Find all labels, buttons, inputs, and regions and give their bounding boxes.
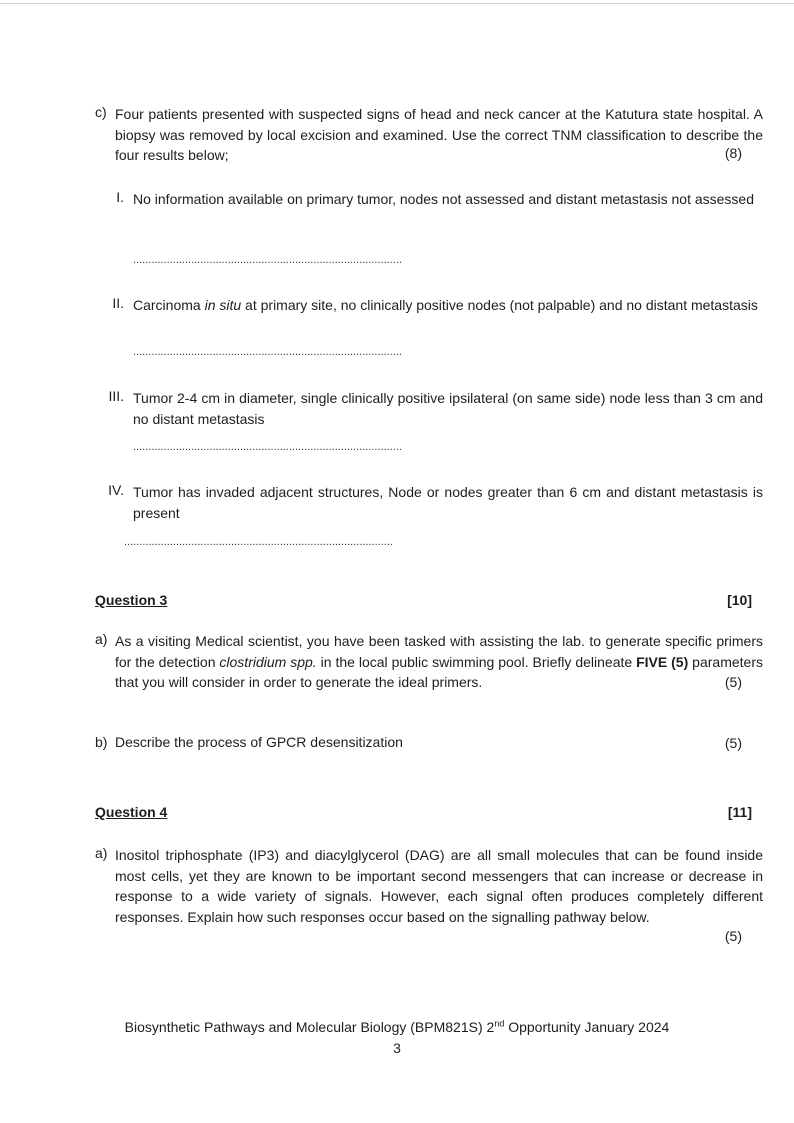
item-iv-numeral: IV. — [108, 482, 124, 498]
question-4a-marks: (5) — [724, 928, 742, 944]
question-c-body: Four patients presented with suspected signs of head and neck cancer at the Katutura state hospital. A biopsy was removed by local excision and examined. Use the correct TNM classification to describe the four results below; — [115, 106, 763, 163]
item-iii-text: Tumor 2-4 cm in diameter, single clinically positive ipsilateral (on same side) node less than 3 cm and no distant metastasis — [133, 390, 763, 427]
question-c-label: c) — [95, 104, 107, 120]
page-number: 3 — [393, 1040, 401, 1056]
question-3a-marks: (5) — [724, 674, 742, 690]
question-3a-text-italic: clostridium spp. — [219, 653, 317, 670]
question-c-marks: (8) — [724, 145, 742, 161]
item-iii-numeral: III. — [108, 388, 124, 404]
question-c-text — [115, 104, 763, 166]
item-ii-text-end: at primary site, no clinically positive nodes (not palpable) and no distant metastasis — [241, 297, 758, 313]
question-3a-text-bold: FIVE (5) — [636, 653, 689, 670]
question-4a-text: Inositol triphosphate (IP3) and diacylglycerol (DAG) are all small molecules that can be found inside most cells, yet they are known to be important second messengers that can increase or decrease in response to a wide variety of signals. However, each signal often produces completely different responses. Explain how such responses occur based on the signalling pathway below. — [115, 847, 763, 925]
item-iv-answer-line[interactable]: ........................................................................................ — [124, 536, 393, 548]
footer-superscript: nd — [494, 1018, 505, 1029]
question-3a-text-start: As a visiting Medical scientist, you have been tasked with assisting the lab. to generate specific primers for the detection — [115, 633, 763, 670]
question-3a-label: a) — [95, 631, 108, 647]
item-i-text: No information available on primary tumor, nodes not assessed and distant metastasis not assessed — [133, 191, 754, 207]
footer-course-line — [0, 1019, 794, 1035]
item-ii-text-start: Carcinoma — [133, 297, 205, 313]
footer-text-start: Biosynthetic Pathways and Molecular Biology (BPM821S) 2 — [124, 1019, 495, 1035]
item-ii-numeral: II. — [112, 295, 124, 311]
question-4-total: [11] — [727, 804, 752, 820]
top-border-line — [0, 3, 794, 4]
question-4a-label: a) — [95, 845, 108, 861]
question-3-heading: Question 3 — [95, 592, 168, 608]
item-iii-answer-line[interactable]: ........................................................................................ — [133, 441, 402, 453]
question-3-total: [10] — [727, 592, 752, 608]
question-4-heading: Question 4 — [95, 804, 168, 820]
item-ii-answer-line[interactable]: ........................................................................................ — [133, 346, 402, 358]
question-3b-label: b) — [95, 734, 108, 750]
item-i-numeral: I. — [116, 189, 124, 205]
question-3a-text — [115, 631, 763, 693]
item-ii-text — [133, 295, 763, 316]
question-3b-text: Describe the process of GPCR desensitization — [115, 734, 403, 750]
item-iv-text: Tumor has invaded adjacent structures, Node or nodes greater than 6 cm and distant metastasis is present — [133, 484, 763, 521]
item-ii-text-italic: in situ — [204, 297, 242, 313]
question-3a-text-middle: in the local public swimming pool. Briefly delineate — [316, 653, 637, 670]
question-3b-marks: (5) — [724, 735, 742, 751]
footer-text-end: Opportunity January 2024 — [504, 1019, 670, 1035]
question-3a-text-end: parameters that you will consider in order to generate the ideal primers. — [115, 653, 763, 690]
item-i-answer-line[interactable]: ........................................................................................ — [133, 254, 402, 266]
